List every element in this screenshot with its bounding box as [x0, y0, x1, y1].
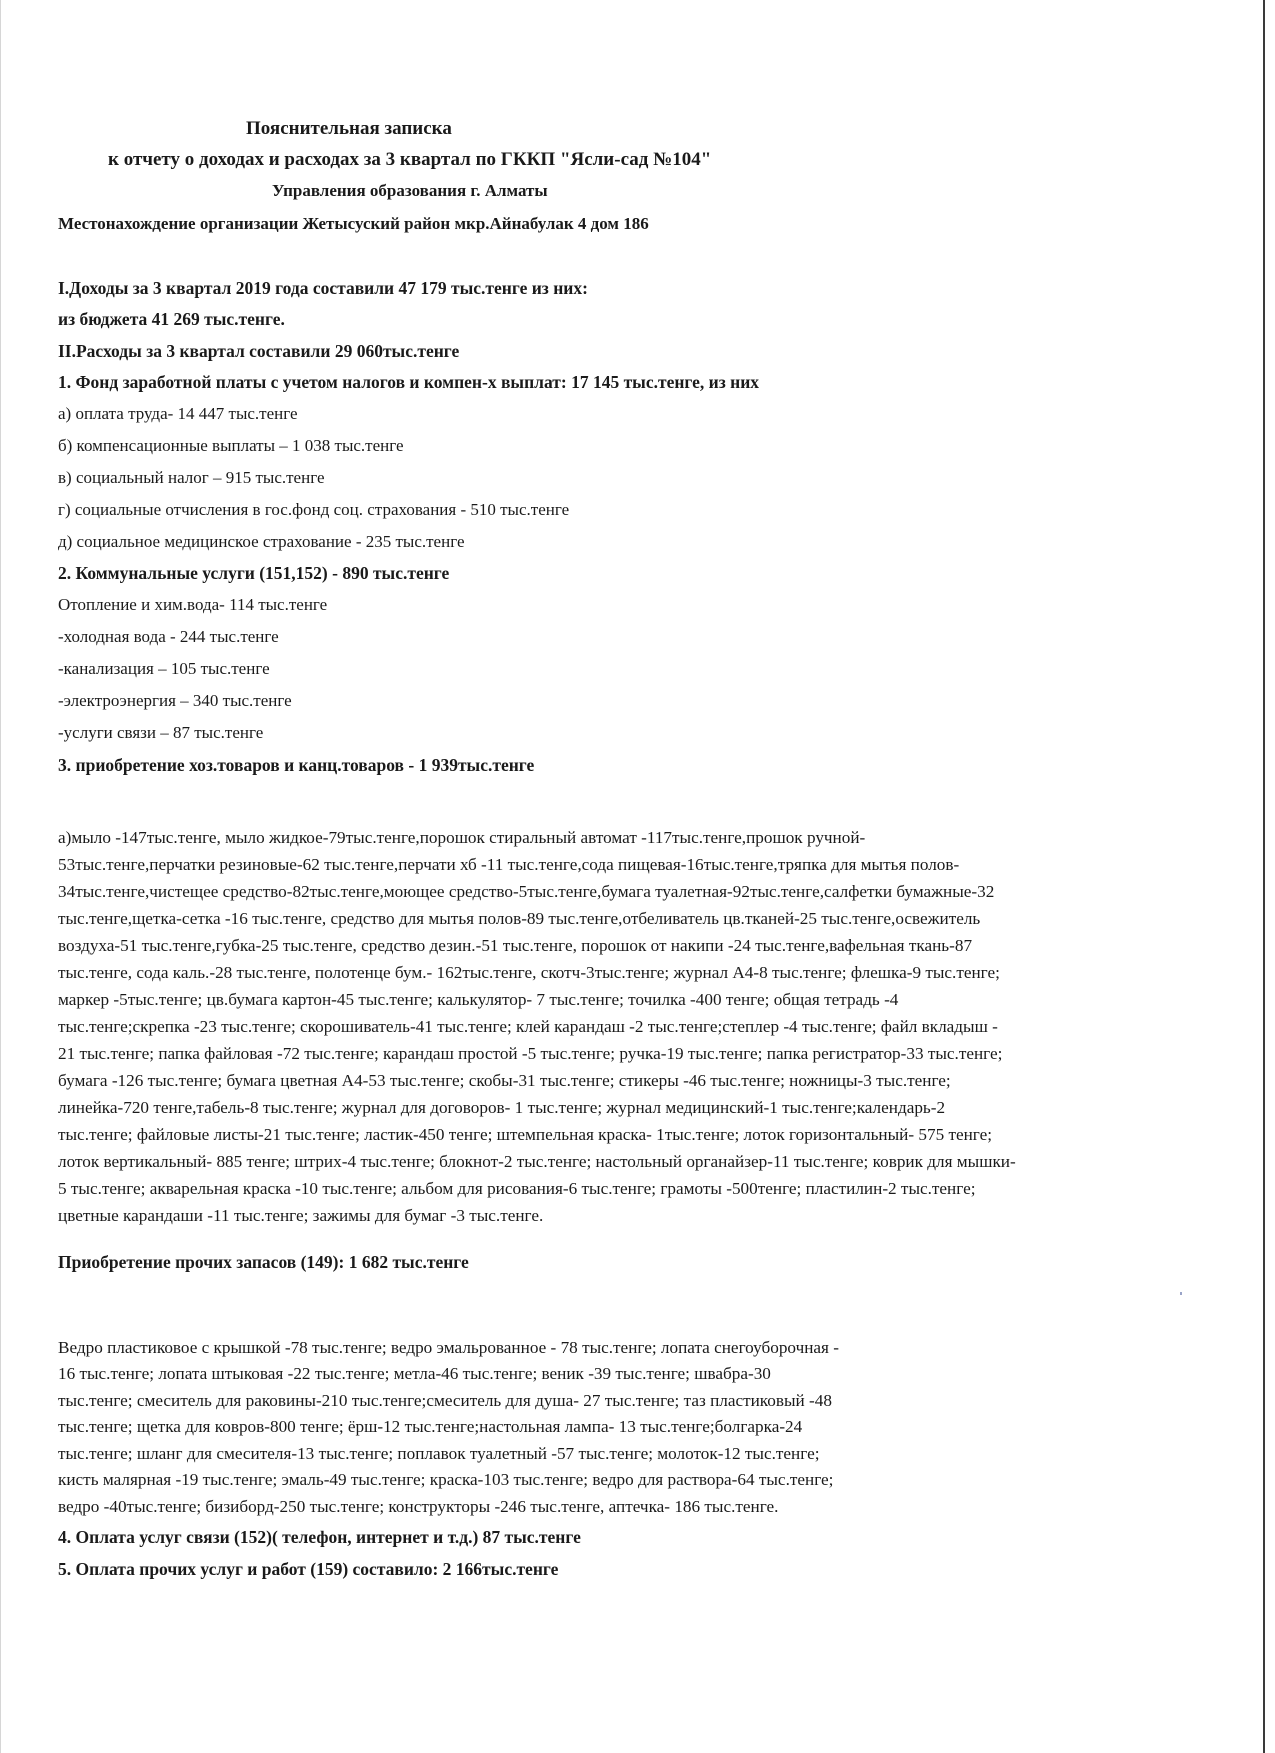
- other-stock-line: 16 тыс.тенге; лопата штыковая -22 тыс.тенге; метла-46 тыс.тенге; веник -39 тыс.тенге; швабра-30: [58, 1364, 771, 1383]
- supplies-line: 34тыс.тенге,чистещее средство-82тыс.тенге,моющее средство-5тыс.тенге,бумага туалетная-92тыс.тенге,салфетки бумажные-32: [58, 882, 995, 901]
- scan-edge-left: [0, 0, 1, 1753]
- payroll-item: б) компенсационные выплаты – 1 038 тыс.тенге: [58, 436, 404, 455]
- supplies-line: цветные карандаши -11 тыс.тенге; зажимы для бумаг -3 тыс.тенге.: [58, 1206, 544, 1225]
- income-total: I.Доходы за 3 квартал 2019 года составили 47 179 тыс.тенге из них:: [58, 278, 588, 298]
- scan-speck: [1180, 1292, 1182, 1295]
- doc-title: Пояснительная записка: [246, 118, 452, 139]
- utilities-item: Отопление и хим.вода- 114 тыс.тенге: [58, 595, 328, 614]
- utilities-heading: 2. Коммунальные услуги (151,152) - 890 тыс.тенге: [58, 563, 450, 583]
- utilities-item: -канализация – 105 тыс.тенге: [58, 659, 270, 678]
- utilities-item: -электроэнергия – 340 тыс.тенге: [58, 691, 292, 710]
- supplies-line: 21 тыс.тенге; папка файловая -72 тыс.тенге; карандаш простой -5 тыс.тенге; ручка-19 тыс.тенге; папка регистратор-33 тыс.тенге;: [58, 1044, 1003, 1063]
- utilities-item: -холодная вода - 244 тыс.тенге: [58, 627, 279, 646]
- utilities-item: -услуги связи – 87 тыс.тенге: [58, 723, 264, 742]
- doc-subtitle: к отчету о доходах и расходах за 3 квартал по ГККП "Ясли-сад №104": [108, 149, 712, 170]
- supplies-line: лоток вертикальный- 885 тенге; штрих-4 тыс.тенге; блокнот-2 тыс.тенге; настольный органайзер-11 тыс.тенге; коврик для мышки-: [58, 1152, 1016, 1171]
- supplies-line: тыс.тенге; файловые листы-21 тыс.тенге; ластик-450 тенге; штемпельная краска- 1тыс.тенге; лоток горизонтальный- 575 тенге;: [58, 1125, 993, 1144]
- doc-location: Местонахождение организации Жетысуский район мкр.Айнабулак 4 дом 186: [58, 214, 649, 233]
- payroll-item: в) социальный налог – 915 тыс.тенге: [58, 468, 325, 487]
- supplies-line: тыс.тенге, сода каль.-28 тыс.тенге, полотенце бум.- 162тыс.тенге, скотч-3тыс.тенге; журнал А4-8 тыс.тенге; флешка-9 тыс.тенге;: [58, 963, 1000, 982]
- supplies-line: бумага -126 тыс.тенге; бумага цветная А4-53 тыс.тенге; скобы-31 тыс.тенге; стикеры -46 тыс.тенге; ножницы-3 тыс.тенге;: [58, 1071, 951, 1090]
- other-stock-line: тыс.тенге; щетка для ковров-800 тенге; ёрш-12 тыс.тенге;настольная лампа- 13 тыс.тенге;болгарка-24: [58, 1417, 803, 1436]
- supplies-line: 53тыс.тенге,перчатки резиновые-62 тыс.тенге,перчати хб -11 тыс.тенге,сода пищевая-16тыс.тенге,тряпка для мытья полов-: [58, 855, 960, 874]
- expenses-total: II.Расходы за 3 квартал составили 29 060тыс.тенге: [58, 341, 460, 361]
- other-stock-line: кисть малярная -19 тыс.тенге; эмаль-49 тыс.тенге; краска-103 тыс.тенге; ведро для раствора-64 тыс.тенге;: [58, 1470, 834, 1489]
- supplies-line: тыс.тенге;скрепка -23 тыс.тенге; скорошиватель-41 тыс.тенге; клей карандаш -2 тыс.тенге;степлер -4 тыс.тенге; файл вкладыш -: [58, 1017, 998, 1036]
- supplies-line: тыс.тенге,щетка-сетка -16 тыс.тенге, средство для мытья полов-89 тыс.тенге,отбеливатель цв.тканей-25 тыс.тенге,освежитель: [58, 909, 981, 928]
- supplies-line: а)мыло -147тыс.тенге, мыло жидкое-79тыс.тенге,порошок стиральный автомат -117тыс.тенге,прошок ручной-: [58, 828, 866, 847]
- payroll-item: д) социальное медицинское страхование - 235 тыс.тенге: [58, 532, 465, 551]
- other-stock-line: тыс.тенге; шланг для смесителя-13 тыс.тенге; поплавок туалетный -57 тыс.тенге; молоток-12 тыс.тенге;: [58, 1444, 820, 1463]
- payroll-item: а) оплата труда- 14 447 тыс.тенге: [58, 404, 298, 423]
- other-stock-line: тыс.тенге; смеситель для раковины-210 тыс.тенге;смеситель для душа- 27 тыс.тенге; таз пластиковый -48: [58, 1391, 832, 1410]
- other-services-heading: 5. Оплата прочих услуг и работ (159) составило: 2 166тыс.тенге: [58, 1559, 559, 1579]
- payroll-item: г) социальные отчисления в гос.фонд соц. страхования - 510 тыс.тенге: [58, 500, 570, 519]
- supplies-line: маркер -5тыс.тенге; цв.бумага картон-45 тыс.тенге; калькулятор- 7 тыс.тенге; точилка -400 тенге; общая тетрадь -4: [58, 990, 899, 1009]
- payroll-heading: 1. Фонд заработной платы с учетом налогов и компен-х выплат: 17 145 тыс.тенге, из них: [58, 372, 760, 392]
- communication-heading: 4. Оплата услуг связи (152)( телефон, интернет и т.д.) 87 тыс.тенге: [58, 1527, 581, 1547]
- supplies-line: 5 тыс.тенге; акварельная краска -10 тыс.тенге; альбом для рисования-6 тыс.тенге; грамоты -500тенге; пластилин-2 тыс.тенге;: [58, 1179, 976, 1198]
- doc-department: Управления образования г. Алматы: [272, 181, 548, 200]
- income-budget: из бюджета 41 269 тыс.тенге.: [58, 309, 285, 329]
- scan-edge-right: [1263, 0, 1265, 1753]
- supplies-line: линейка-720 тенге,табель-8 тыс.тенге; журнал для договоров- 1 тыс.тенге; журнал медицинский-1 тыс.тенге;календарь-2: [58, 1098, 946, 1117]
- supplies-line: воздуха-51 тыс.тенге,губка-25 тыс.тенге, средство дезин.-51 тыс.тенге, порошок от накипи -24 тыс.тенге,вафельная ткань-87: [58, 936, 973, 955]
- other-stock-heading: Приобретение прочих запасов (149): 1 682 тыс.тенге: [58, 1252, 469, 1272]
- supplies-heading: 3. приобретение хоз.товаров и канц.товаров - 1 939тыс.тенге: [58, 755, 535, 775]
- other-stock-line: Ведро пластиковое с крышкой -78 тыс.тенге; ведро эмальрованное - 78 тыс.тенге; лопата снегоуборочная -: [58, 1338, 839, 1357]
- other-stock-line: ведро -40тыс.тенге; бизиборд-250 тыс.тенге; конструкторы -246 тыс.тенге, аптечка- 186 тыс.тенге.: [58, 1497, 779, 1516]
